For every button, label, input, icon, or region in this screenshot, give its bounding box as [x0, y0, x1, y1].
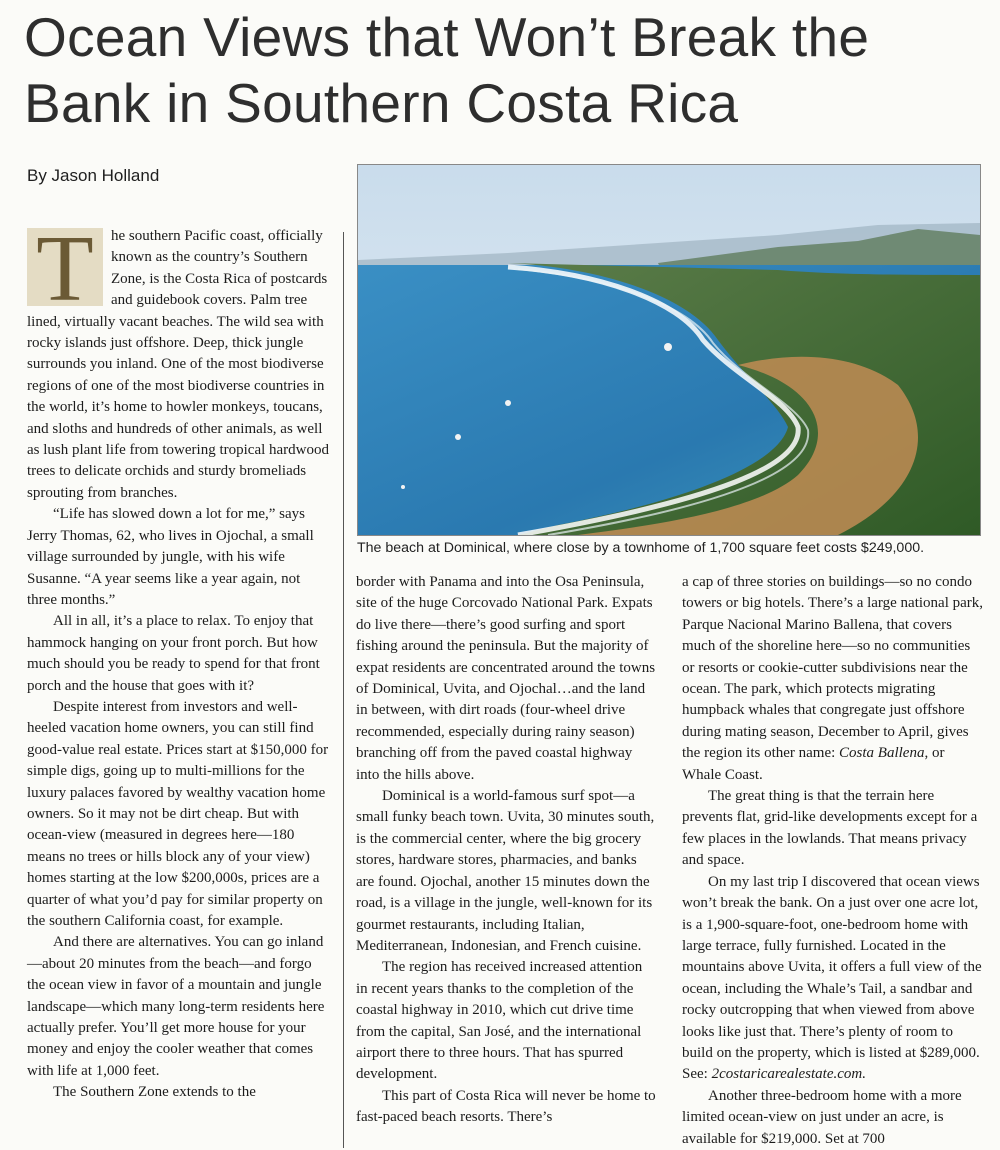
column-divider	[343, 232, 344, 1148]
paragraph: The Southern Zone extends to the	[53, 1084, 256, 1101]
website-link-text: 2costaricarealestate.com.	[711, 1066, 866, 1083]
column-2	[356, 572, 656, 1129]
article-title: Ocean Views that Won’t Break the Bank in Southern Costa Rica	[24, 6, 870, 134]
photo-caption: The beach at Dominical, where close by a townhome of 1,700 square feet costs $249,000.	[357, 540, 925, 556]
column-1	[27, 217, 330, 1104]
paragraph: a cap of three stories on buildings—so no condo towers or big hotels. There’s a large national park, Parque Nacional Marino Ballena, that covers much of the shoreline here—so no communities or resorts or cookie-cutter subdivisions near the ocean. The park, which protects migrating humpback whales that congregate just offshore during mating season, December to April, gives the region its other name: Costa Ballena, or Whale Coast.	[682, 574, 984, 783]
paragraph: Another three-bedroom home with a more limited ocean-view on just under an acre, is available for $219,000. Set at 700	[682, 1087, 962, 1147]
beach-photo	[357, 164, 981, 536]
paragraph: And there are alternatives. You can go inland—about 20 minutes from the beach—and forgo the ocean view in favor of a mountain and jungle landscape—which many long-term residents here actually prefer. You’ll get more house for your money and enjoy the cooler weather that comes with life at 1,000 feet.	[27, 934, 325, 1079]
drop-cap: T	[27, 228, 103, 306]
byline: By Jason Holland	[27, 166, 160, 185]
paragraph: The region has received increased attention in recent years thanks to the completion of the coastal highway in 2010, which cut drive time from the capital, San José, and the international airport there to three hours. That has spurred development.	[356, 959, 643, 1083]
paragraph: The great thing is that the terrain here prevents flat, grid-like developments except for a few places in the lowlands. That means privacy and space.	[682, 788, 978, 869]
paragraph: This part of Costa Rica will never be home to fast-paced beach resorts. There’s	[356, 1087, 656, 1126]
emphasis: Costa Ballena	[839, 745, 925, 762]
paragraph: All in all, it’s a place to relax. To enjoy that hammock hanging on your front porch. But how much should you be ready to spend for that front porch and the house that goes with it?	[27, 613, 320, 694]
paragraph: Dominical is a world-famous surf spot—a small funky beach town. Uvita, 30 minutes south, is the commercial center, where the big grocery stores, hardware stores, pharmacies, and banks are found. Ojochal, another 15 minutes down the road, is a village in the jungle, well-known for its gourmet restaurants, including Italian, Mediterranean, Indonesian, and French cuisine.	[356, 788, 655, 954]
paragraph: “Life has slowed down a lot for me,” says Jerry Thomas, 62, who lives in Ojochal, a small village surrounded by jungle, with his wife Susanne. “A year seems like a year again, not three months.”	[27, 506, 314, 608]
paragraph: he southern Pacific coast, officially known as the country’s Southern Zone, is the Costa Rica of postcards and guidebook covers. Palm tree lined, virtually vacant beaches. The wild sea with rocky islands just offshore. Deep, thick jungle surrounds you inland. One of the most biodiverse regions of one of the most biodiverse countries in the world, it’s home to howler monkeys, toucans, and sloths and hundreds of other animals, as well as lush plant life from towering tropical hardwood trees to delicate orchids and sturdy bromeliads sprouting from branches.	[27, 228, 330, 501]
paragraph: On my last trip I discovered that ocean views won’t break the bank. On a just over one acre lot, is a 1,900-square-foot, one-bedroom home with large terrace, fully furnished. Located in the mountains above Uvita, it offers a full view of the ocean, including the Whale’s Tail, a sandbar and rocky outcropping that when viewed from above looks like just that. There’s plenty of room to build on the property, which is listed at $289,000. See: 2costaricarealestate.com.	[682, 873, 982, 1083]
column-3	[682, 572, 986, 1150]
paragraph: Despite interest from investors and well-heeled vacation home owners, you can still find good-value real estate. Prices start at $150,000 for simple digs, going up to multi-millions for the luxury palaces favored by wealthy vacation home owners. So it may not be dirt cheap. But with ocean-view (measured in degrees here—180 means no trees or hills block any of your view) homes starting at the low $200,000s, prices are a quarter of what you’d pay for similar property on the southern California coast, for example.	[27, 698, 329, 929]
paragraph: border with Panama and into the Osa Peninsula, site of the huge Corcovado National Park. Expats do live there—there’s good surfing and sport fishing around the peninsula. But the majority of expat residents are concentrated around the towns of Dominical, Uvita, and Ojochal…and the land in between, with dirt roads (four-wheel drive recommended, especially during rainy season) branching off from the paved coastal highway into the hills above.	[356, 574, 656, 783]
